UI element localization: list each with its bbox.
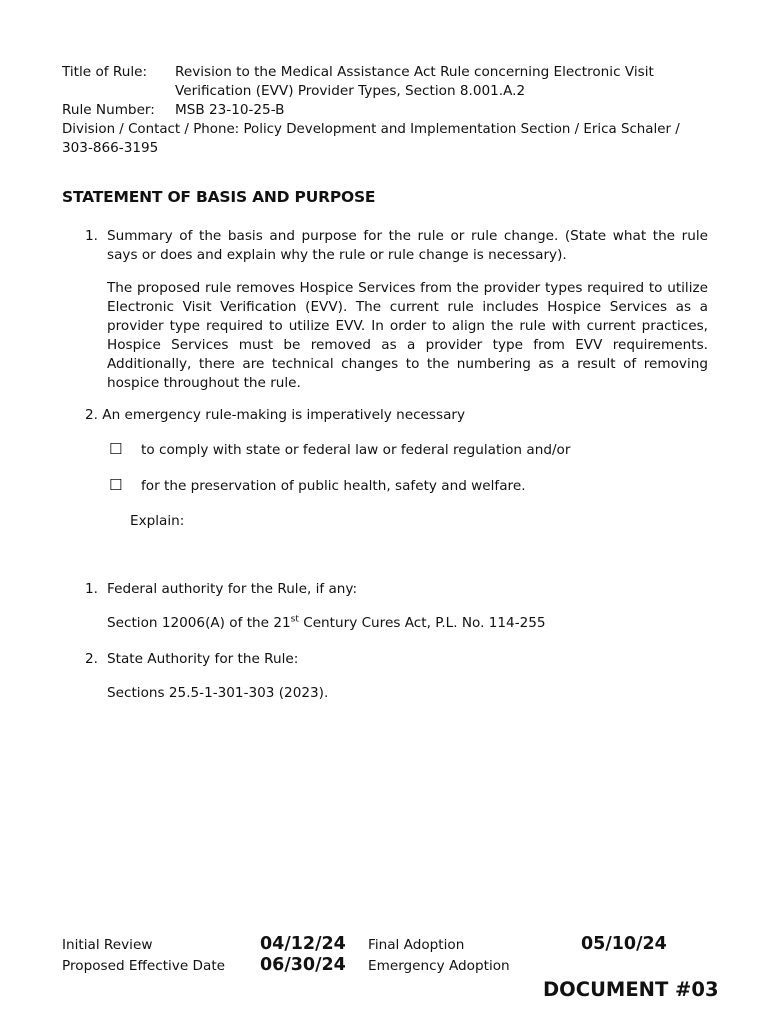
checkbox-icon[interactable]: ☐ [109,440,123,458]
initial-review-label: Initial Review [62,937,153,953]
checkbox-icon[interactable]: ☐ [109,476,123,494]
rule-number-label: Rule Number: [62,102,155,118]
federal-authority-label: Federal authority for the Rule, if any: [107,581,358,597]
option-public-health: for the preservation of public health, safety and welfare. [141,478,526,494]
title-label: Title of Rule: [62,64,148,80]
state-authority-number: 2. [85,651,98,667]
division-contact-line: Division / Contact / Phone: Policy Development and Implementation Section / Erica Schaler / [62,122,680,137]
federal-authority-text-pre: Section 12006(A) of the 21 [107,615,291,631]
final-adoption-date: 05/10/24 [581,934,667,954]
federal-authority-ordinal: st [290,614,299,625]
contact-phone: 303-866-3195 [62,140,159,156]
initial-review-date: 04/12/24 [260,934,346,954]
state-authority-label: State Authority for the Rule: [107,651,299,667]
state-authority-text: Sections 25.5-1-301-303 (2023). [107,685,329,701]
item1-body: The proposed rule removes Hospice Services from the provider types required to utilize Electronic Visit Verification (EVV). The current rule includes Hospice Services as a provider type required to utilize EVV. In order to align the rule with current practices, Hospice Services must be removed as a provider type from EVV requirements. Additionally, there are technical changes to the numbering as a result of removing hospice throughout the rule. [107,280,708,391]
section-heading: STATEMENT OF BASIS AND PURPOSE [62,188,376,206]
federal-authority-number: 1. [85,581,98,597]
item1-number: 1. [85,228,98,244]
federal-authority-text [107,614,546,633]
item1-prompt: Summary of the basis and purpose for the rule or rule change. (State what the rule says or does and explain why the rule or rule change is necessary). [107,228,708,263]
proposed-effective-label: Proposed Effective Date [62,958,226,974]
proposed-effective-date: 06/30/24 [260,955,346,975]
title-value-line2: Verification (EVV) Provider Types, Section 8.001.A.2 [175,83,526,99]
item2-text: 2. An emergency rule-making is imperatively necessary [85,407,466,423]
explain-label: Explain: [130,513,185,529]
title-value-line1: Revision to the Medical Assistance Act Rule concerning Electronic Visit [175,64,654,80]
option-comply-law: to comply with state or federal law or federal regulation and/or [141,442,571,458]
federal-authority-text-post: Century Cures Act, P.L. No. 114-255 [298,615,546,631]
rule-number-value: MSB 23-10-25-B [175,102,285,118]
document-number: DOCUMENT #03 [543,978,719,1001]
emergency-adoption-label: Emergency Adoption [368,958,510,974]
final-adoption-label: Final Adoption [368,937,465,953]
